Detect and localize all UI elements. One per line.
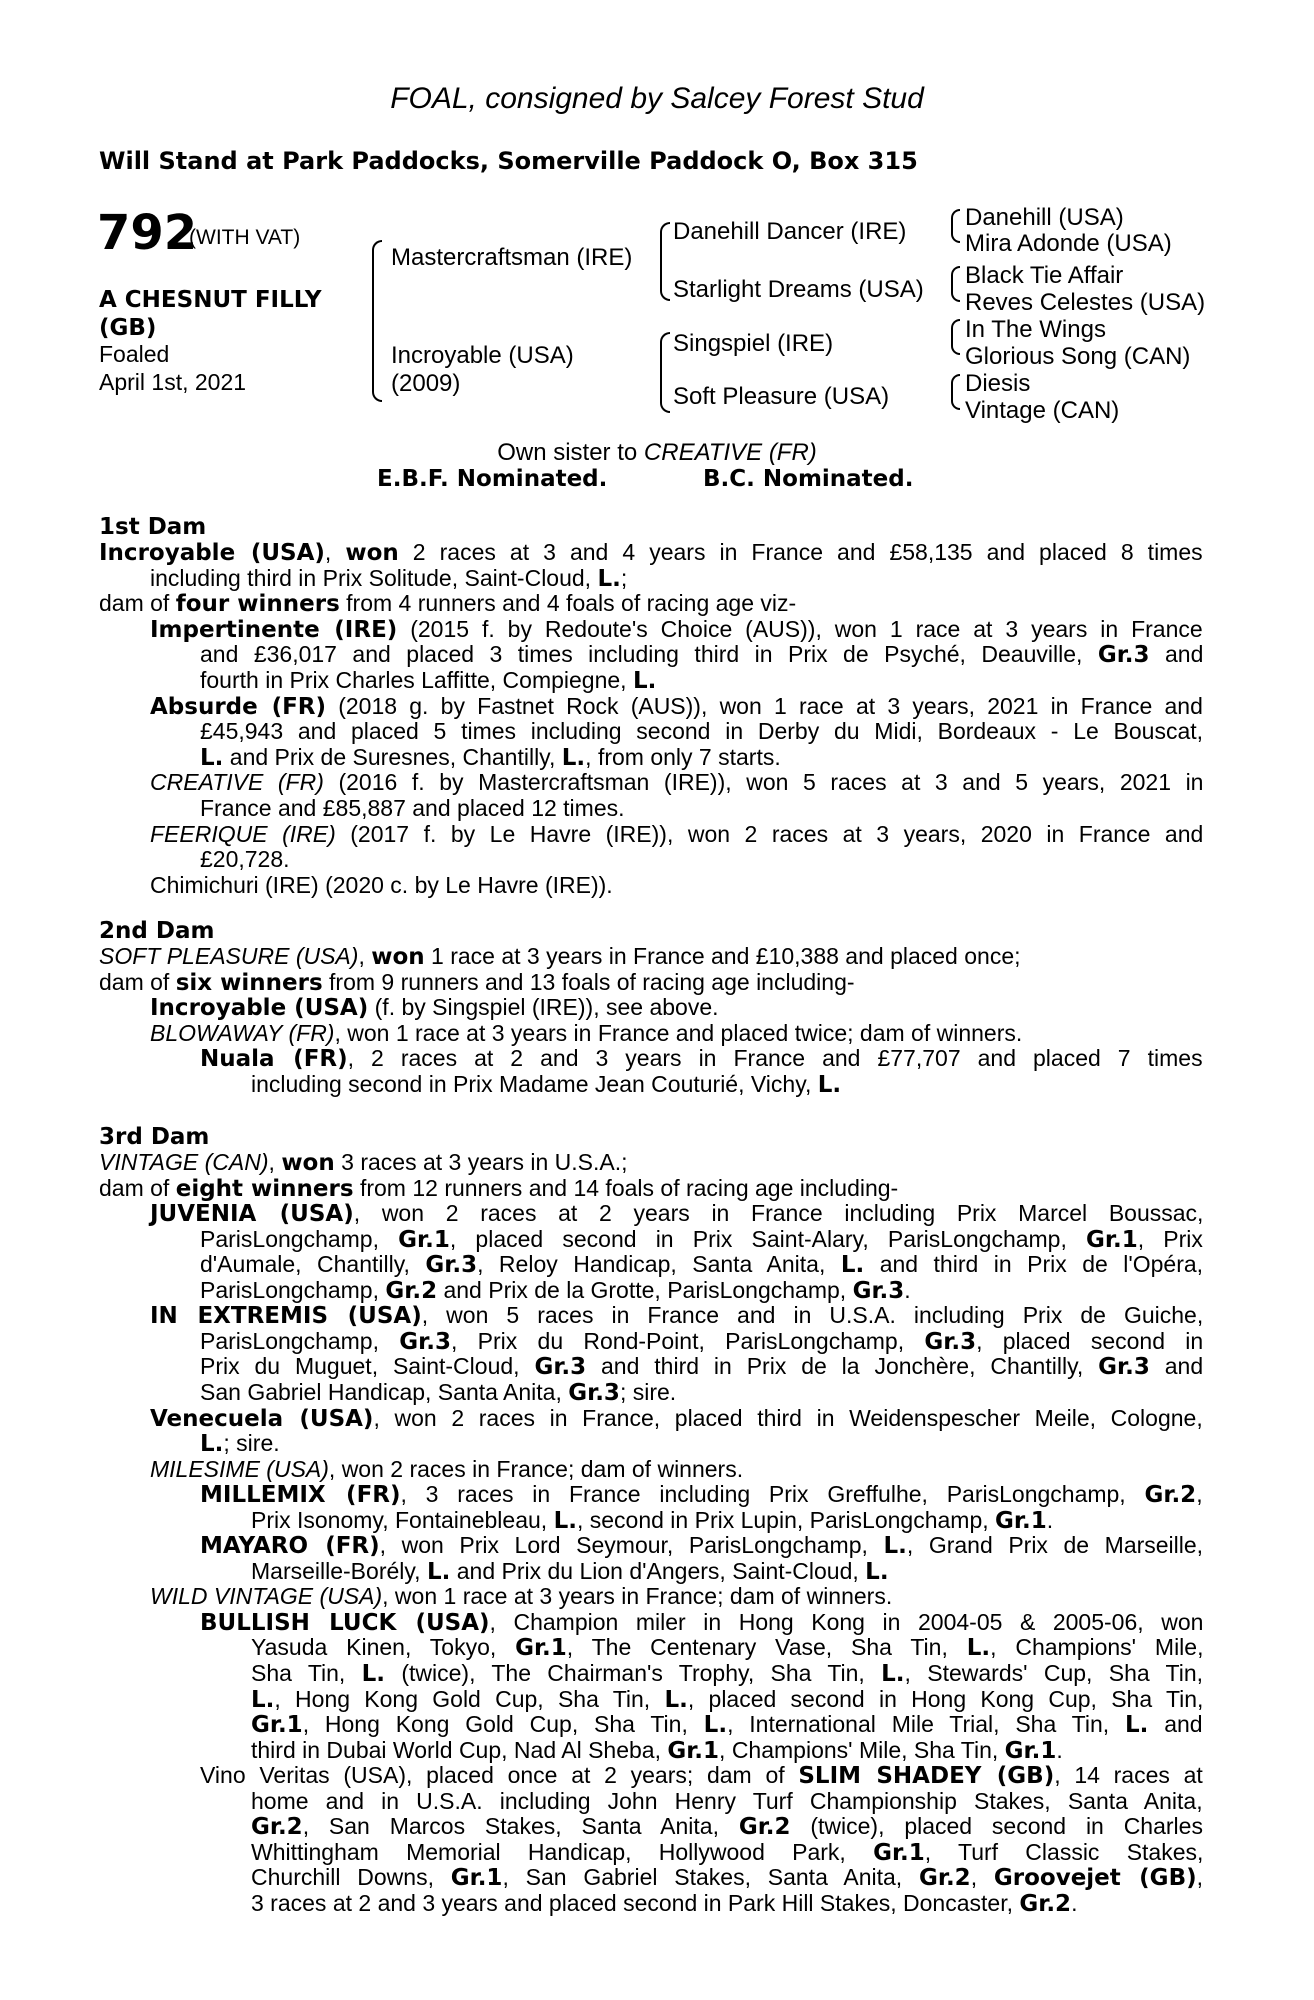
bold-text: Impertinente (IRE)	[150, 616, 398, 643]
bold-text: Gr.3	[425, 1252, 478, 1279]
bold-text: Gr.2	[919, 1865, 971, 1892]
dam1-line	[150, 770, 1203, 796]
text-run: ,	[268, 1149, 282, 1175]
text-run: (2017 f. by Le Havre (IRE)), won 2 races at 3 years, 2020 in France and	[335, 820, 1204, 847]
text-run: .	[1056, 1736, 1063, 1763]
bold-text: L.	[881, 1661, 905, 1687]
bold-text: SLIM SHADEY (GB)	[798, 1763, 1055, 1790]
vat-label: (WITH VAT)	[189, 226, 301, 249]
dam1-line	[150, 694, 1203, 721]
text-run: fourth in Prix Charles Laffitte, Compiegne,	[200, 667, 633, 693]
text-run: .	[1071, 1889, 1078, 1916]
bold-text: IN EXTREMIS (USA)	[150, 1303, 422, 1330]
text-run: and £36,017 and placed 3 times including third in Prix de Psyché, Deauville,	[200, 641, 1098, 668]
text-run: (f. by Singspiel (IRE)), see above.	[368, 994, 719, 1021]
text-run: , second in Prix Lupin, ParisLongchamp,	[576, 1506, 996, 1533]
text-run: £45,943 and placed 5 times including second in Derby du Midi, Bordeaux - Le Bouscat,	[200, 718, 1204, 745]
dam3-line	[251, 1738, 1063, 1765]
foaled-date: April 1st, 2021	[99, 369, 247, 395]
text-run: , San Marcos Stakes, Santa Anita,	[302, 1813, 739, 1840]
dam3-line	[251, 1840, 1203, 1867]
text-run: , 3 races in France including Prix Greffulhe, ParisLongchamp,	[400, 1481, 1145, 1508]
bold-text: L.	[632, 668, 657, 694]
text-run: , won 1 race at 3 years in France and placed twice; dam of winners.	[334, 1019, 1023, 1046]
italic-text: VINTAGE (CAN)	[99, 1149, 269, 1175]
bold-text: Gr.3	[399, 1328, 451, 1355]
bold-text: L.	[883, 1533, 907, 1560]
italic-text: WILD VINTAGE (USA)	[150, 1583, 383, 1610]
pedigree-sdd: Reves Celestes (USA)	[965, 289, 1206, 316]
dam2-heading: 2nd Dam	[99, 918, 215, 944]
pedigree-dds: Diesis	[965, 370, 1031, 397]
bold-text: eight winners	[175, 1175, 354, 1202]
text-run: , Turf Classic Stakes,	[924, 1838, 1204, 1865]
bold-text: won	[281, 1150, 335, 1176]
dam3-heading: 3rd Dam	[99, 1124, 210, 1150]
text-run: (2015 f. by Redoute's Choice (AUS)), won 1 race at 3 years in France	[397, 615, 1203, 642]
stand-location: Will Stand at Park Paddocks, Somerville Paddock O, Box 315	[99, 147, 918, 175]
ebf-nominated: E.B.F. Nominated.	[377, 466, 608, 492]
bold-text: L.	[200, 744, 224, 771]
bold-text: Gr.1	[667, 1737, 720, 1764]
page-title: FOAL, consigned by Salcey Forest Stud	[390, 82, 924, 115]
text-run: and Prix de la Grotte, ParisLongchamp,	[437, 1276, 853, 1303]
bold-text: four winners	[175, 591, 340, 618]
dam1-line	[200, 745, 781, 772]
dam3-line	[150, 1406, 1203, 1433]
text-run: , won Prix Lord Seymour, ParisLongchamp,	[379, 1532, 884, 1559]
ds-brace	[951, 319, 960, 355]
bold-text: Gr.3	[1098, 1354, 1150, 1381]
dam1-line	[200, 642, 1203, 669]
dam3-line	[200, 1252, 1203, 1279]
text-run: 3 races at 3 years in U.S.A.;	[334, 1149, 628, 1175]
dam1-line	[200, 796, 625, 822]
bold-text: Gr.1	[1004, 1737, 1057, 1764]
text-run: Prix du Muguet, Saint-Cloud,	[200, 1353, 535, 1380]
bold-text: L.	[553, 1507, 577, 1534]
bold-text: Gr.3	[568, 1379, 620, 1406]
text-run: , Prix du Rond-Point, ParisLongchamp,	[450, 1327, 925, 1354]
dam3-line	[251, 1559, 889, 1586]
dam3-line	[200, 1431, 280, 1458]
bc-nominated: B.C. Nominated.	[703, 466, 914, 492]
text-run: , Champion miler in Hong Kong in 2004-05 & 2005-06, won	[489, 1608, 1204, 1635]
bold-text: Incroyable (USA)	[99, 540, 325, 566]
dam3-line	[200, 1354, 1203, 1381]
text-run: ,	[324, 539, 346, 565]
bold-text: L.	[200, 1431, 224, 1458]
pedigree-dss: In The Wings	[965, 316, 1106, 343]
ss-brace	[951, 209, 960, 243]
pedigree-dam: Incroyable (USA)	[391, 342, 574, 369]
text-run: ParisLongchamp,	[200, 1225, 399, 1252]
text-run: San Gabriel Handicap, Santa Anita,	[200, 1378, 569, 1405]
text-run: including third in Prix Solitude, Saint-Cloud,	[150, 564, 598, 591]
bold-text: six winners	[175, 969, 323, 996]
italic-text: CREATIVE (FR)	[150, 769, 324, 796]
bold-text: Gr.1	[1086, 1226, 1138, 1253]
bold-text: Gr.2	[251, 1814, 303, 1841]
text-run: Whittingham Memorial Handicap, Hollywood Park,	[251, 1838, 874, 1865]
text-run: and third in Prix de l'Opéra,	[864, 1251, 1204, 1278]
dam1-line	[150, 822, 1203, 848]
sire-brace	[660, 222, 670, 301]
bold-text: Gr.1	[515, 1635, 567, 1662]
sd-brace	[951, 266, 960, 302]
dam3-line	[200, 1533, 1203, 1560]
text-run: , won 2 races at 2 years in France including Prix Marcel Boussac,	[353, 1200, 1204, 1227]
bold-text: won	[371, 944, 425, 970]
bold-text: BULLISH LUCK (USA)	[200, 1609, 490, 1636]
bold-text: Gr.3	[924, 1328, 977, 1355]
bold-text: Incroyable (USA)	[150, 995, 369, 1022]
italic-text: MILESIME (USA)	[150, 1455, 329, 1482]
text-run: dam of	[99, 590, 176, 617]
text-run: Yasuda Kinen, Tokyo,	[251, 1634, 516, 1661]
pedigree-sire: Mastercraftsman (IRE)	[391, 244, 633, 271]
text-run: Prix Isonomy, Fontainebleau,	[251, 1506, 554, 1533]
horse-description: A CHESNUT FILLY	[99, 287, 322, 313]
text-run: , 14 races at	[1054, 1762, 1203, 1789]
dam3-line	[150, 1201, 1203, 1228]
text-run: including second in Prix Madame Jean Couturié, Vichy,	[251, 1071, 818, 1097]
dam3-line	[251, 1789, 1203, 1815]
text-run: , Prix	[1137, 1225, 1203, 1252]
dam2-line	[150, 1021, 1022, 1047]
text-run: 2 races at 3 and 4 years in France and £58,135 and placed 8 times	[398, 539, 1203, 565]
pedigree-sire-dam: Starlight Dreams (USA)	[673, 276, 924, 303]
dam3-line	[251, 1814, 1203, 1841]
pedigree-brace	[372, 240, 382, 402]
bold-text: L.	[1124, 1712, 1149, 1739]
text-run: ;	[620, 564, 628, 591]
dam3-line	[200, 1329, 1203, 1356]
dam2-line	[251, 1072, 841, 1099]
text-run: (2016 f. by Mastercraftsman (IRE)), won 5 races at 3 and 5 years, 2021 in	[323, 769, 1204, 796]
text-run: from 9 runners and 13 foals of racing age including-	[322, 968, 855, 995]
bold-text: L.	[597, 565, 621, 592]
text-run: .	[904, 1276, 911, 1303]
bold-text: Nuala (FR)	[200, 1046, 348, 1073]
dam3-line	[251, 1687, 1203, 1714]
lot-number: 792	[97, 205, 198, 261]
dam1-line	[99, 540, 1203, 567]
text-run: (twice), placed second in Charles	[790, 1813, 1203, 1840]
pedigree-sss: Danehill (USA)	[965, 204, 1124, 231]
pedigree-sds: Black Tie Affair	[965, 262, 1124, 289]
bold-text: Gr.2	[1144, 1482, 1197, 1509]
text-run: Chimichuri (IRE) (2020 c. by Le Havre (IRE)).	[150, 871, 613, 898]
text-run: and	[1148, 1711, 1203, 1738]
bold-text: L.	[703, 1712, 728, 1739]
text-run: , won 2 races in France, placed third in Weidenspescher Meile, Cologne,	[373, 1404, 1203, 1431]
text-run: , won 2 races in France; dam of winners.	[328, 1455, 744, 1482]
bold-text: Gr.1	[398, 1226, 450, 1253]
pedigree-sire-sire: Danehill Dancer (IRE)	[673, 218, 907, 245]
pedigree-ddd: Vintage (CAN)	[965, 397, 1120, 424]
bold-text: L.	[251, 1686, 275, 1713]
pedigree-dam-year: (2009)	[391, 370, 461, 397]
bold-text: MILLEMIX (FR)	[200, 1482, 401, 1509]
text-run: , placed second in Hong Kong Cup, Sha Tin,	[687, 1685, 1204, 1712]
dam3-line	[150, 1457, 743, 1483]
dam3-line	[200, 1380, 676, 1407]
foaled-label: Foaled	[99, 341, 170, 367]
italic-text: FEERIQUE (IRE)	[150, 820, 336, 847]
text-run: , won 1 race at 3 years in France; dam of winners.	[382, 1583, 893, 1610]
text-run: (2018 g. by Fastnet Rock (AUS)), won 1 race at 3 years, 2021 in France and	[326, 692, 1203, 719]
bold-text: won	[345, 540, 399, 566]
bold-text: Gr.3	[534, 1354, 587, 1381]
dam2-line	[99, 970, 855, 997]
bold-text: Gr.2	[1019, 1890, 1072, 1917]
text-run: France and £85,887 and placed 12 times.	[200, 795, 625, 821]
text-run: ,	[1196, 1864, 1203, 1891]
text-run: , placed second in Prix Saint-Alary, ParisLongchamp,	[449, 1225, 1087, 1252]
bold-text: L.	[426, 1558, 451, 1585]
bold-text: L.	[865, 1558, 889, 1585]
dam3-line	[251, 1635, 1203, 1662]
dam3-line	[200, 1227, 1203, 1254]
italic-text: SOFT PLEASURE (USA)	[99, 943, 359, 969]
text-run: ParisLongchamp,	[200, 1276, 386, 1303]
pedigree-dam-sire: Singspiel (IRE)	[673, 330, 834, 357]
dam2-line	[200, 1046, 1203, 1073]
text-run: , placed second in	[976, 1327, 1204, 1354]
dam3-line	[200, 1278, 911, 1305]
bold-text: L.	[561, 744, 586, 771]
bold-text: Groovejet (GB)	[993, 1865, 1197, 1892]
own-sister-note: Own sister to CREATIVE (FR)	[497, 439, 817, 466]
dam3-line	[200, 1763, 1203, 1790]
text-run: Churchill Downs,	[251, 1864, 451, 1891]
bold-text: L.	[817, 1072, 842, 1098]
dam1-line	[200, 668, 656, 695]
dam1-line	[200, 719, 1203, 745]
text-run: , Grand Prix de Marseille,	[906, 1532, 1204, 1559]
dam1-line	[150, 873, 613, 899]
text-run: , from only 7 starts.	[585, 743, 781, 770]
text-run: ,	[358, 943, 372, 969]
text-run: , Hong Kong Gold Cup, Sha Tin,	[302, 1711, 704, 1738]
bold-text: Gr.3	[852, 1277, 905, 1304]
dam2-line	[150, 995, 719, 1022]
dam1-line	[150, 617, 1203, 644]
dam3-line	[200, 1610, 1203, 1637]
text-run: Marseille-Borély,	[251, 1557, 427, 1584]
bold-text: Gr.1	[995, 1507, 1047, 1534]
pedigree-dsd: Glorious Song (CAN)	[965, 343, 1191, 370]
text-run: ; sire.	[619, 1378, 677, 1405]
bold-text: Gr.1	[873, 1839, 925, 1866]
bold-text: L.	[840, 1252, 865, 1279]
dam3-line	[251, 1712, 1203, 1739]
text-run: .	[1046, 1506, 1054, 1533]
text-run: 1 race at 3 years in France and £10,388 and placed once;	[424, 943, 1021, 969]
dam1-heading: 1st Dam	[99, 514, 207, 540]
text-run: 3 races at 2 and 3 years and placed second in Park Hill Stakes, Doncaster,	[251, 1889, 1020, 1916]
text-run: ParisLongchamp,	[200, 1327, 400, 1354]
text-run: , Champions' Mile, Sha Tin,	[719, 1736, 1005, 1763]
bold-text: Gr.3	[1097, 642, 1150, 669]
dam1-line	[150, 566, 627, 593]
text-run: ,	[970, 1864, 994, 1891]
dam1-line	[99, 591, 796, 618]
bold-text: Gr.2	[738, 1814, 791, 1841]
text-run: , International Mile Trial, Sha Tin,	[727, 1711, 1125, 1738]
text-run: (twice), The Chairman's Trophy, Sha Tin,	[385, 1660, 882, 1686]
bold-text: Venecuela (USA)	[150, 1405, 374, 1432]
text-run: , Champions' Mile,	[990, 1634, 1204, 1661]
pedigree-ssd: Mira Adonde (USA)	[965, 230, 1172, 257]
dam3-line	[150, 1303, 1203, 1330]
bold-text: L.	[664, 1686, 688, 1713]
text-run: and third in Prix de la Jonchère, Chantilly,	[586, 1353, 1099, 1380]
text-run: £20,728.	[200, 846, 290, 873]
text-run: third in Dubai World Cup, Nad Al Sheba,	[251, 1736, 668, 1763]
text-run: ,	[1196, 1481, 1203, 1508]
text-run: home and in U.S.A. including John Henry Turf Championship Stakes, Santa Anita,	[251, 1787, 1203, 1814]
text-run: ; sire.	[223, 1430, 280, 1457]
text-run: , Hong Kong Gold Cup, Sha Tin,	[274, 1685, 665, 1712]
horse-origin: (GB)	[99, 315, 157, 341]
text-run: and	[1149, 1353, 1204, 1380]
bold-text: Gr.1	[251, 1712, 303, 1739]
dam1-line	[200, 847, 290, 873]
dam3-line	[99, 1176, 898, 1203]
text-run: , won 5 races in France and in U.S.A. including Prix de Guiche,	[421, 1302, 1204, 1329]
dam3-line	[251, 1865, 1203, 1892]
bold-text: Gr.1	[450, 1865, 503, 1892]
dam3-line	[150, 1584, 892, 1610]
bold-text: Absurde (FR)	[150, 693, 327, 720]
text-run: dam of	[99, 968, 176, 995]
text-run: and	[1149, 641, 1204, 668]
text-run: Vino Veritas (USA), placed once at 2 years; dam of	[200, 1762, 799, 1789]
text-run: , Stewards' Cup, Sha Tin,	[904, 1660, 1204, 1686]
dam2-line	[99, 944, 1021, 971]
text-run: d'Aumale, Chantilly,	[200, 1251, 426, 1278]
bold-text: L.	[361, 1661, 386, 1687]
text-run: Sha Tin,	[251, 1660, 362, 1686]
dam3-line	[251, 1891, 1077, 1918]
text-run: , San Gabriel Stakes, Santa Anita,	[502, 1864, 919, 1891]
bold-text: MAYARO (FR)	[200, 1533, 380, 1560]
text-run: and Prix du Lion d'Angers, Saint-Cloud,	[450, 1557, 866, 1584]
bold-text: JUVENIA (USA)	[150, 1201, 354, 1228]
dam3-line	[200, 1482, 1203, 1509]
text-run: and Prix de Suresnes, Chantilly,	[223, 743, 562, 770]
text-run: from 4 runners and 4 foals of racing age viz-	[339, 590, 797, 617]
text-run: , The Centenary Vase, Sha Tin,	[566, 1634, 967, 1661]
italic-text: BLOWAWAY (FR)	[150, 1019, 335, 1046]
bold-text: Gr.2	[385, 1277, 438, 1304]
pedigree-dam-dam: Soft Pleasure (USA)	[673, 383, 890, 410]
dam3-line	[99, 1150, 627, 1177]
dd-brace	[951, 374, 960, 410]
dam3-line	[251, 1508, 1053, 1535]
text-run: , Reloy Handicap, Santa Anita,	[477, 1251, 841, 1278]
bold-text: L.	[966, 1635, 991, 1662]
dam3-line	[251, 1661, 1203, 1688]
text-run: , 2 races at 2 and 3 years in France and £77,707 and placed 7 times	[347, 1045, 1203, 1072]
dam-brace	[660, 332, 670, 413]
text-run: dam of	[99, 1174, 176, 1201]
text-run: from 12 runners and 14 foals of racing age including-	[353, 1174, 899, 1201]
